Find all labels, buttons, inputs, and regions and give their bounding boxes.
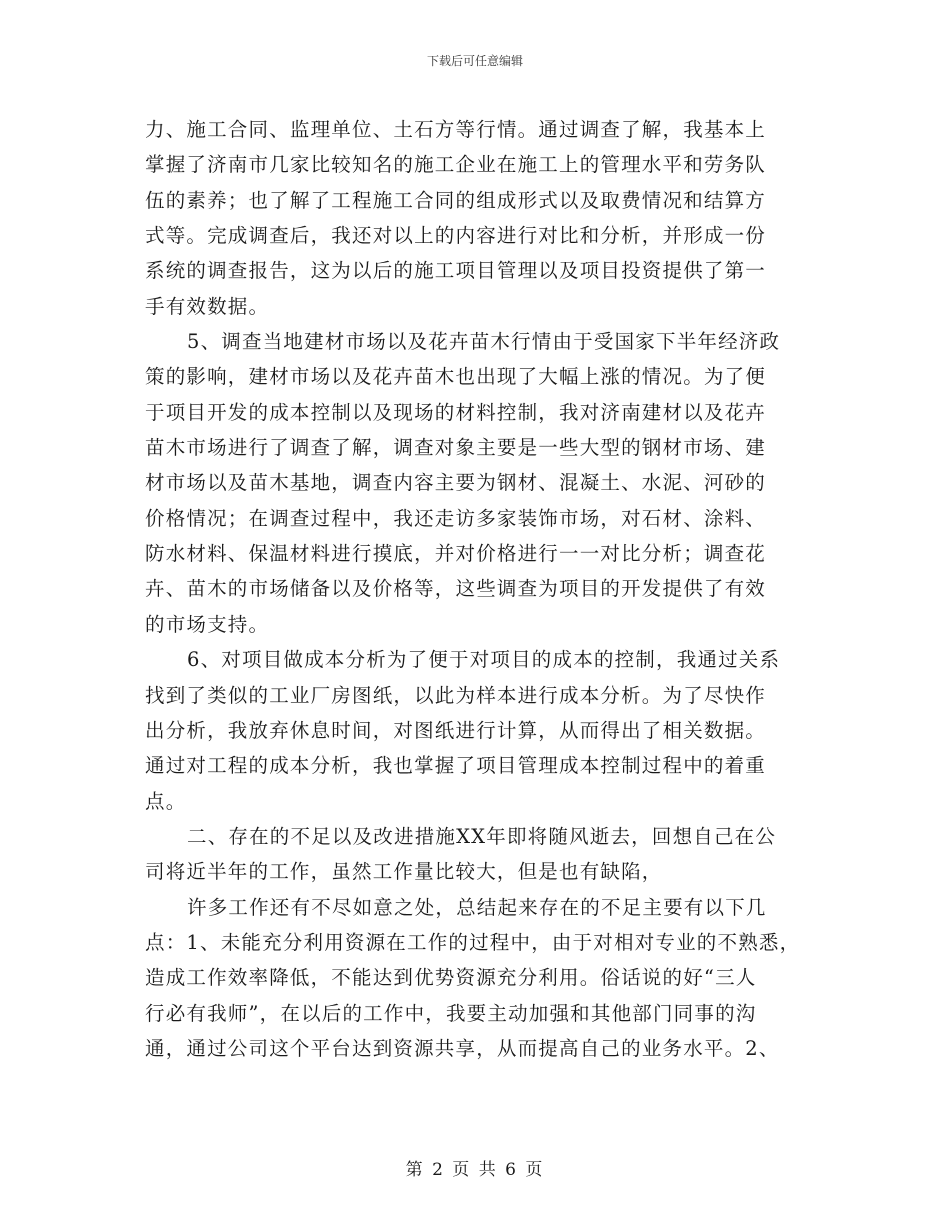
page-header: 下载后可任意编辑 <box>426 54 523 68</box>
text-line: 防水材料、保温材料进行摸底，并对价格进行一一对比分析；调查花 <box>145 542 767 566</box>
text-line: 式等。完成调查后，我还对以上的内容进行对比和分析，并形成一份 <box>145 224 767 248</box>
text-line: 卉、苗木的市场储备以及价格等，这些调查为项目的开发提供了有效 <box>145 577 767 601</box>
text-line: 于项目开发的成本控制以及现场的材料控制，我对济南建材以及花卉 <box>145 400 767 424</box>
paragraph-start-line: 许多工作还有不尽如意之处，总结起来存在的不足主要有以下几 <box>187 895 767 919</box>
text-line: 造成工作效率降低，不能达到优势资源充分利用。俗话说的好“三人 <box>145 966 757 990</box>
text-line: 行必有我师”，在以后的工作中，我要主动加强和其他部门同事的沟 <box>145 1001 757 1025</box>
text-line: 点。 <box>145 789 187 813</box>
text-line: 掌握了济南市几家比较知名的施工企业在施工上的管理水平和劳务队 <box>145 153 767 177</box>
text-line: 苗木市场进行了调查了解，调查对象主要是一些大型的钢材市场、建 <box>145 436 767 460</box>
text-line: 伍的素养；也了解了工程施工合同的组成形式以及取费情况和结算方 <box>145 188 767 212</box>
text-line: 通，通过公司这个平台达到资源共享，从而提高自己的业务水平。2、 <box>145 1036 780 1060</box>
text-line: 司将近半年的工作，虽然工作量比较大，但是也有缺陷， <box>145 860 663 884</box>
text-line: 找到了类似的工业厂房图纸，以此为样本进行成本分析。为了尽快作 <box>145 683 767 707</box>
paragraph-start-line: 二、存在的不足以及改进措施XX年即将随风逝去，回想自己在公 <box>187 824 777 848</box>
paragraph-start-line: 6、对项目做成本分析为了便于对项目的成本的控制，我通过关系 <box>187 648 781 672</box>
paragraph-start-line: 5、调查当地建材市场以及花卉苗木行情由于受国家下半年经济政 <box>187 330 781 354</box>
text-line: 点：1、未能充分利用资源在工作的过程中，由于对相对专业的不熟悉， <box>145 930 801 954</box>
text-line: 出分析，我放弃休息时间，对图纸进行计算，从而得出了相关数据。 <box>145 718 767 742</box>
text-line: 的市场支持。 <box>145 612 270 636</box>
text-line: 材市场以及苗木基地，调查内容主要为钢材、混凝土、水泥、河砂的 <box>145 471 767 495</box>
text-line: 力、施工合同、监理单位、土石方等行情。通过调查了解，我基本上 <box>145 118 767 141</box>
text-line: 系统的调查报告，这为以后的施工项目管理以及项目投资提供了第一 <box>145 259 767 283</box>
page-number-footer: 第 2 页 共 6 页 <box>405 1160 545 1180</box>
text-line: 价格情况；在调查过程中，我还走访多家装饰市场，对石材、涂料、 <box>145 506 767 530</box>
text-line: 通过对工程的成本分析，我也掌握了项目管理成本控制过程中的着重 <box>145 754 767 778</box>
text-line: 策的影响，建材市场以及花卉苗木也出现了大幅上涨的情况。为了便 <box>145 365 767 389</box>
text-line: 手有效数据。 <box>145 294 270 318</box>
document-body <box>145 112 800 1066</box>
